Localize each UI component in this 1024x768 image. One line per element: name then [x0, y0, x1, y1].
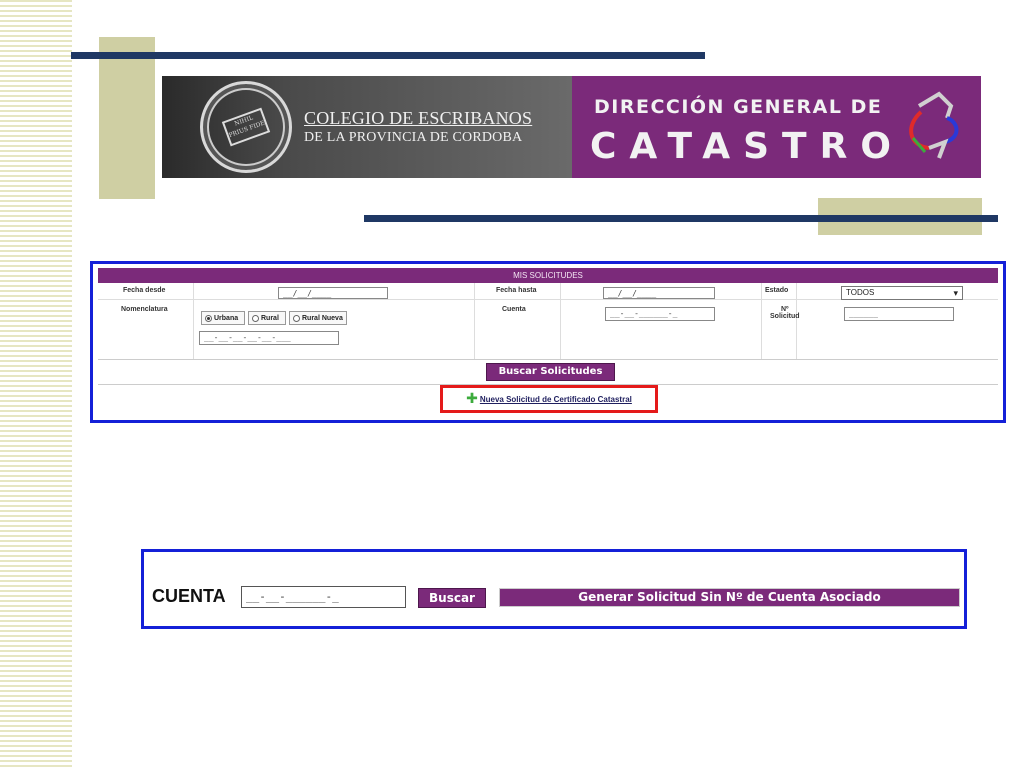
decorative-stripes	[0, 0, 72, 768]
fecha-hasta-label: Fecha hasta	[496, 287, 537, 294]
estado-label: Estado	[765, 287, 789, 294]
nro-solicitud-label	[770, 306, 800, 320]
cuenta-input[interactable]: __-__-______-_	[605, 307, 715, 321]
colegio-name	[304, 108, 532, 146]
fecha-hasta-input[interactable]: __/__/____	[603, 287, 715, 299]
grid-divider	[474, 283, 475, 359]
catastro-title: CATASTRO	[590, 126, 904, 167]
decorative-navy-bar	[71, 52, 705, 59]
radio-urbana-label: Urbana	[214, 314, 239, 322]
cuenta-heading: CUENTA	[152, 586, 226, 606]
radio-unchecked-icon	[252, 315, 259, 322]
catastro-logo-icon	[899, 86, 969, 166]
buscar-button[interactable]: Buscar	[418, 588, 486, 608]
header-banner	[162, 76, 981, 178]
nro-label-line1: Nº	[780, 306, 789, 313]
direccion-general-label: DIRECCIÓN GENERAL DE	[594, 96, 883, 118]
plus-icon: ✚	[466, 391, 478, 407]
radio-checked-icon	[205, 315, 212, 322]
cuenta-label: Cuenta	[502, 306, 526, 313]
nro-solicitud-input[interactable]: ______	[844, 307, 954, 321]
decorative-navy-bar-mid	[364, 215, 998, 222]
radio-unchecked-icon	[293, 315, 300, 322]
nueva-solicitud-label: Nueva Solicitud de Certificado Catastral	[479, 394, 632, 404]
nueva-solicitud-row	[98, 385, 998, 411]
cuenta-search-input[interactable]: __-__-______-_	[241, 586, 406, 608]
colegio-line1: COLEGIO DE ESCRIBANOS	[304, 108, 533, 128]
nro-label-line2: Solicitud	[770, 313, 800, 320]
estado-selected-value: TODOS	[846, 288, 875, 297]
grid-divider	[560, 283, 561, 359]
colegio-banner	[162, 76, 572, 178]
seal-motto: NIHIL PRIUS FIDE	[222, 108, 270, 147]
estado-select[interactable]	[841, 286, 963, 300]
buscar-solicitudes-button[interactable]: Buscar Solicitudes	[486, 363, 615, 381]
generar-solicitud-button[interactable]: Generar Solicitud Sin Nº de Cuenta Asociado	[499, 588, 960, 607]
nomenclatura-label: Nomenclatura	[121, 306, 168, 313]
chevron-down-icon: ▾	[953, 288, 958, 298]
buscar-row	[98, 360, 998, 385]
filter-grid	[98, 283, 998, 360]
radio-rural-nueva-label: Rural Nueva	[302, 314, 343, 322]
radio-urbana[interactable]	[201, 311, 245, 325]
decorative-olive-block	[99, 37, 155, 199]
radio-rural-label: Rural	[261, 314, 279, 322]
mis-solicitudes-panel	[90, 261, 1006, 423]
colegio-line2: DE LA PROVINCIA DE CORDOBA	[304, 130, 523, 145]
grid-divider	[193, 283, 194, 359]
cuenta-search-panel	[141, 549, 967, 629]
colegio-seal-icon	[200, 81, 292, 173]
grid-divider	[761, 283, 762, 359]
radio-rural[interactable]	[248, 311, 286, 325]
grid-divider	[796, 283, 797, 359]
fecha-desde-label: Fecha desde	[123, 287, 166, 294]
fecha-desde-input[interactable]: __/__/____	[278, 287, 388, 299]
nueva-solicitud-link[interactable]	[440, 385, 658, 413]
nomenclatura-input[interactable]: __-__-__-__-__-___	[199, 331, 339, 345]
radio-rural-nueva[interactable]	[289, 311, 347, 325]
catastro-banner	[572, 76, 981, 178]
mis-solicitudes-header: MIS SOLICITUDES	[98, 268, 998, 283]
